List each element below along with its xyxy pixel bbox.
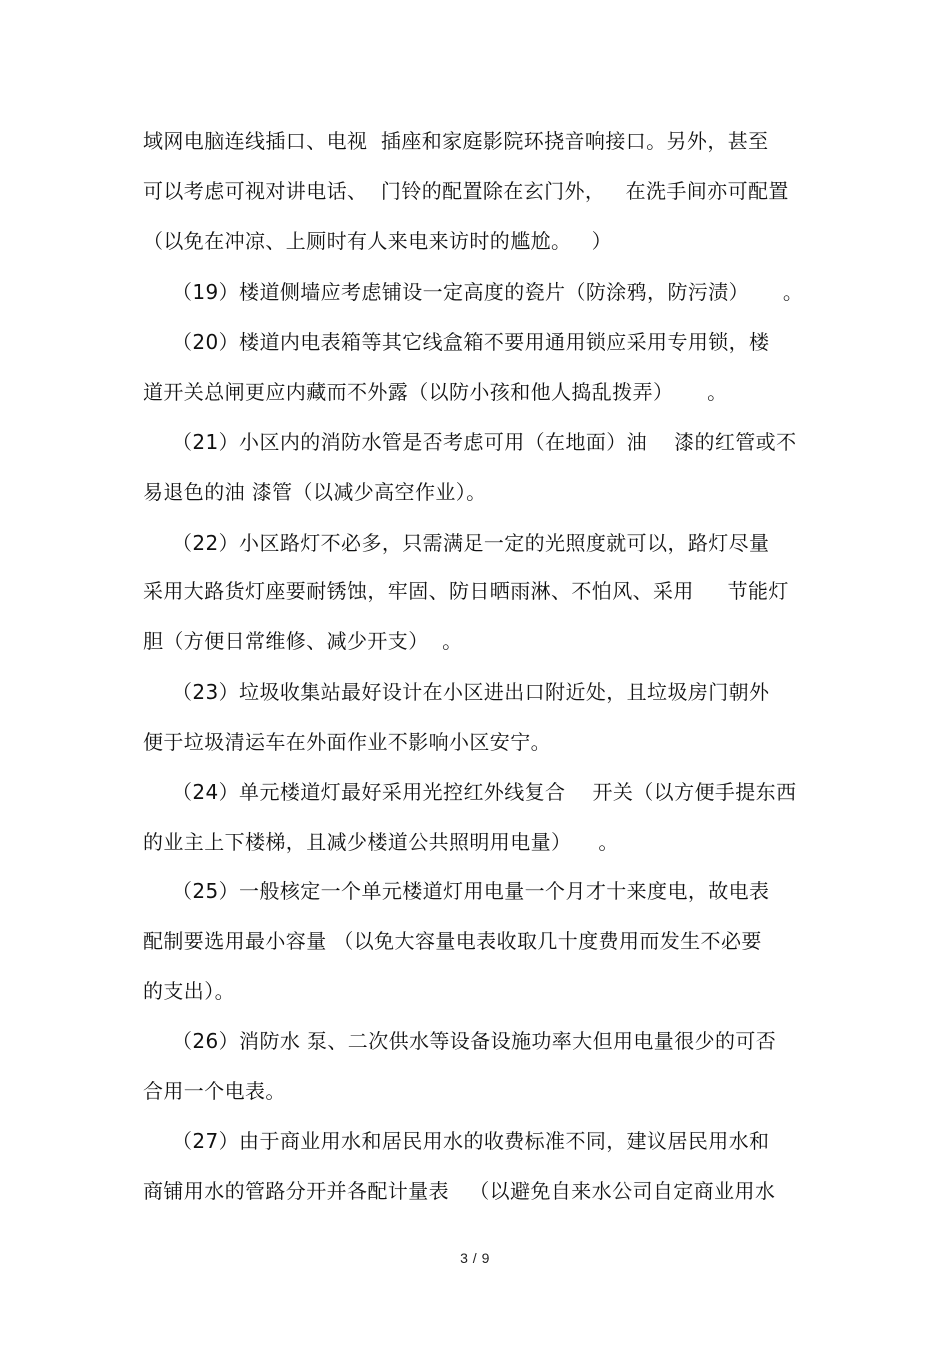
text-line: 采用大路货灯座要耐锈蚀，牢固、防日晒雨淋、不怕风、采用 节能灯 (143, 579, 789, 603)
text-line: （27）由于商业用水和居民用水的收费标准不同，建议居民用水和 (172, 1129, 770, 1153)
text-line: （20）楼道内电表箱等其它线盒箱不要用通用锁应采用专用锁，楼 (172, 330, 770, 354)
page-number: 3 / 9 (460, 1250, 490, 1266)
text-line: 的支出）。 (143, 979, 235, 1003)
text-line: 便于垃圾清运车在外面作业不影响小区安宁。 (143, 730, 551, 754)
text-line: 的业主上下楼梯，且减少楼道公共照明用电量） 。 (143, 830, 619, 854)
text-line: 道开关总闸更应内藏而不外露（以防小孩和他人捣乱拨弄） 。 (143, 380, 728, 404)
text-line: 易退色的油 漆管（以减少高空作业）。 (143, 480, 487, 504)
text-line: 配制要选用最小容量 （以免大容量电表收取几十度费用而发生不必要 (143, 929, 762, 953)
text-line: （以免在冲凉、上厕时有人来电来访时的尴尬。 ） (143, 229, 613, 253)
text-line: 合用一个电表。 (143, 1079, 286, 1103)
text-line: （19）楼道侧墙应考虑铺设一定高度的瓷片（防涂鸦，防污渍） 。 (172, 280, 804, 304)
text-line: （23）垃圾收集站最好设计在小区进出口附近处，且垃圾房门朝外 (172, 680, 770, 704)
text-line: 商铺用水的管路分开并各配计量表 （以避免自来水公司自定商业用水 (143, 1179, 776, 1203)
text-line: 域网电脑连线插口、电视 插座和家庭影院环挠音响接口。另外，甚至 (143, 129, 769, 153)
text-line: （25）一般核定一个单元楼道灯用电量一个月才十来度电，故电表 (172, 879, 770, 903)
text-line: （22）小区路灯不必多，只需满足一定的光照度就可以，路灯尽量 (172, 531, 770, 555)
text-line: 胆（方便日常维修、减少开支） 。 (143, 629, 463, 653)
text-line: （26）消防水 泵、二次供水等设备设施功率大但用电量很少的可否 (172, 1029, 777, 1053)
text-line: （21）小区内的消防水管是否考虑可用（在地面）油 漆的红管或不 (172, 430, 797, 454)
text-line: （24）单元楼道灯最好采用光控红外线复合 开关（以方便手提东西 (172, 780, 797, 804)
text-line: 可以考虑可视对讲电话、 门铃的配置除在玄门外， 在洗手间亦可配置 (143, 179, 789, 203)
